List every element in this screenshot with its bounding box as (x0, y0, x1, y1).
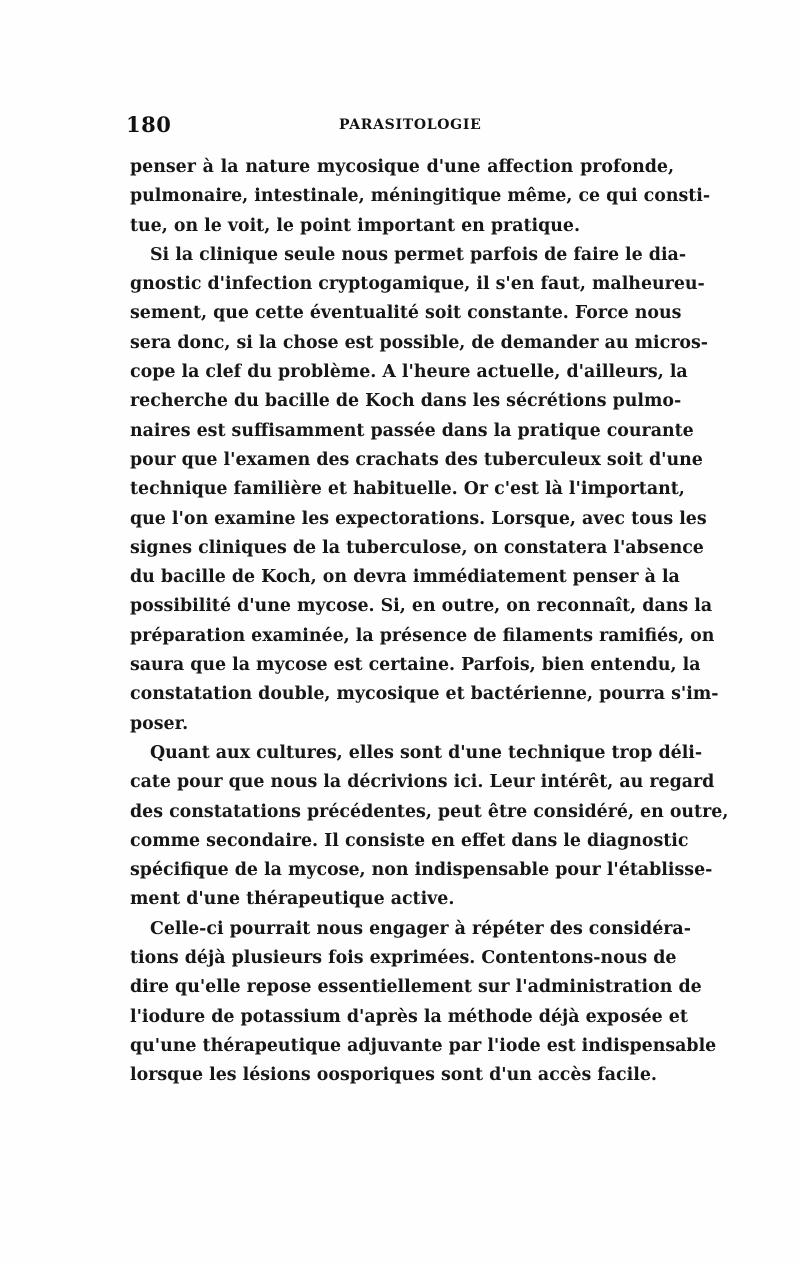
text-line: Celle-ci pourrait nous engager à répéter des considéra- (150, 918, 691, 939)
text-line: saura que la mycose est certaine. Parfois, bien entendu, la (130, 655, 701, 676)
text-line: spécifique de la mycose, non indispensable pour l'établisse- (130, 860, 713, 881)
text-line: technique familière et habituelle. Or c'est là l'important, (130, 479, 685, 500)
text-line: sement, que cette éventualité soit constante. Force nous (130, 303, 682, 324)
text-line: tions déjà plusieurs fois exprimées. Contentons-nous de (130, 948, 677, 969)
text-line: cate pour que nous la décrivions ici. Leur intérêt, au regard (130, 772, 715, 793)
text-line: tue, on le voit, le point important en pratique. (130, 215, 581, 236)
text-line: penser à la nature mycosique d'une affection profonde, (130, 157, 674, 177)
text-line: gnostic d'infection cryptogamique, il s'en faut, malheureu- (130, 274, 705, 295)
text-line: pour que l'examen des crachats des tuberculeux soit d'une (130, 449, 703, 470)
text-line: ment d'une thérapeutique active. (130, 889, 455, 910)
text-line: Quant aux cultures, elles sont d'une technique trop déli- (150, 742, 703, 763)
text-line: dire qu'elle repose essentiellement sur l'administration de (130, 977, 702, 998)
text-line: pulmonaire, intestinale, méningitique même, ce qui consti- (130, 186, 711, 207)
text-line: constatation double, mycosique et bactérienne, pourra s'im- (130, 684, 719, 705)
text-line: Si la clinique seule nous permet parfois de faire le dia- (150, 244, 687, 265)
running-header (126, 112, 674, 142)
text-line: lorsque les lésions oosporiques sont d'un accès facile. (130, 1065, 657, 1086)
text-line: recherche du bacille de Koch dans les sécrétions pulmo- (130, 391, 682, 412)
running-title: PARASITOLOGIE (339, 117, 482, 133)
text-line: comme secondaire. Il consiste en effet dans le diagnostic (130, 830, 689, 851)
page-number: 180 (126, 112, 172, 137)
text-line: cope la clef du problème. A l'heure actuelle, d'ailleurs, la (130, 362, 688, 383)
text-line: que l'on examine les expectorations. Lorsque, avec tous les (130, 508, 707, 529)
text-line: naires est suffisamment passée dans la pratique courante (130, 420, 694, 441)
text-line: l'iodure de potassium d'après la méthode déjà exposée et (130, 1006, 688, 1027)
body-text (130, 153, 729, 1091)
text-line: qu'une thérapeutique adjuvante par l'iode est indispensable (130, 1035, 717, 1056)
text-line: préparation examinée, la présence de filaments ramifiés, on (130, 625, 715, 646)
text-line: du bacille de Koch, on devra immédiatement penser à la (130, 567, 680, 588)
text-line: sera donc, si la chose est possible, de demander au micros- (130, 332, 708, 353)
text-line: des constatations précédentes, peut être considéré, en outre, (130, 801, 729, 822)
text-line: possibilité d'une mycose. Si, en outre, on reconnaît, dans la (130, 596, 713, 617)
text-line: poser. (130, 713, 189, 734)
text-line: signes cliniques de la tuberculose, on constatera l'absence (130, 537, 704, 558)
